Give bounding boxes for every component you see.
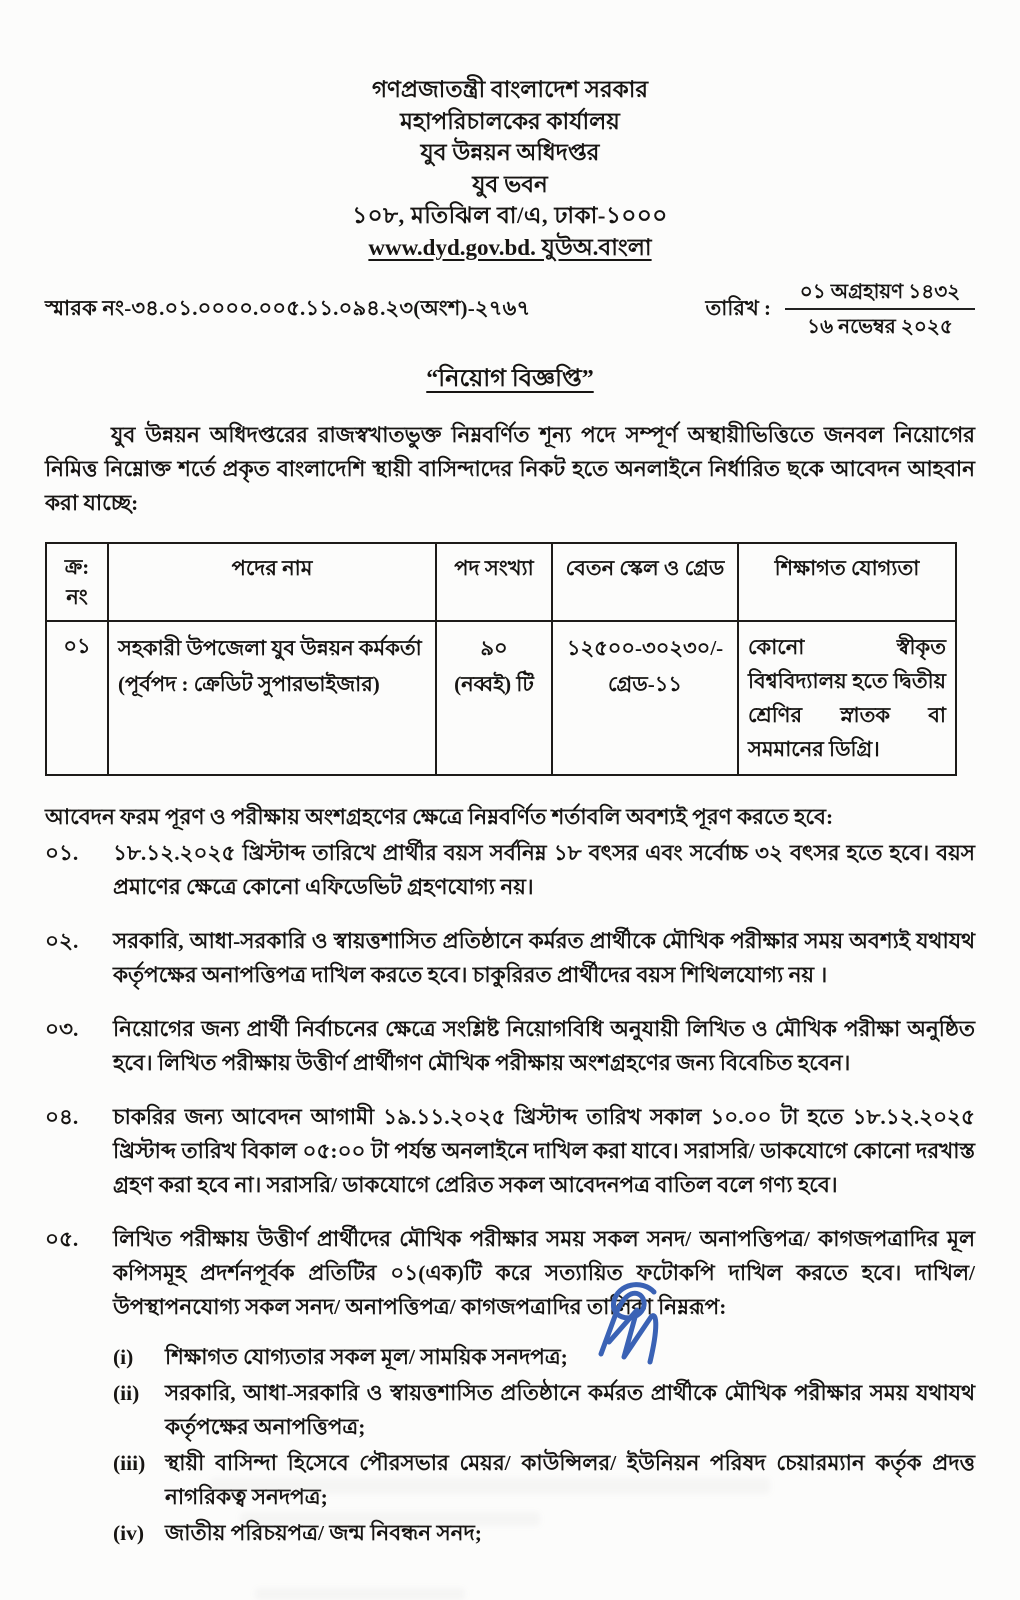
signature-scribble — [586, 1280, 682, 1380]
header-post-name: পদের নাম — [108, 543, 436, 621]
document-text: স্থায়ী বাসিন্দা হিসেবে পৌরসভার মেয়র/ কাউন্সিলর/ ইউনিয়ন পরিষদ চেয়ারম্যান কর্তৃক প্রদত্ত নাগরিকত্ব সনদপত্র; — [165, 1451, 975, 1509]
notice-title: “নিয়োগ বিজ্ঞপ্তি” — [426, 366, 594, 392]
condition-text: সরকারি, আধা-সরকারি ও স্বায়ত্তশাসিত প্রতিষ্ঠানে কর্মরত প্রার্থীকে মৌখিক পরীক্ষার সময় অবশ্যই যথাযথ কর্তৃপক্ষের অনাপত্তিপত্র দাখিল করতে হবে। চাকুরিরত প্রার্থীদের বয়স শিথিলযোগ্য নয় । — [113, 929, 975, 987]
condition-item-1 — [45, 836, 975, 904]
date-gregorian: ১৬ নভেম্বর ২০২৫ — [807, 316, 953, 338]
conditions-intro: আবেদন ফরম পূরণ ও পরীক্ষায় অংশগ্রহণের ক্ষেত্রে নিম্নবর্ণিত শর্তাবলি অবশ্যই পূরণ করতে হবে: — [45, 805, 834, 829]
office-name: মহাপরিচালকের কার্যালয় — [400, 108, 620, 134]
condition-item-4 — [45, 1100, 975, 1202]
cell-serial: ০১ — [46, 621, 108, 775]
document-text: শিক্ষাগত যোগ্যতার সকল মূল/ সাময়িক সনদপত্র; — [165, 1345, 568, 1369]
date-stack — [785, 279, 975, 340]
condition-item-2 — [45, 924, 975, 992]
post-name-line2: (পূর্বপদ : ক্রেডিট সুপারভাইজার) — [118, 672, 380, 696]
post-name-line1: সহকারী উপজেলা যুব উন্নয়ন কর্মকর্তা — [118, 636, 422, 660]
header-post-count: পদ সংখ্যা — [436, 543, 552, 621]
letterhead — [45, 74, 975, 263]
document-number: (iv) — [113, 1521, 145, 1545]
building-name: যুব ভবন — [472, 171, 548, 197]
post-count-line1: ৯০ — [480, 636, 508, 660]
header-serial-line1: ক্র: — [64, 555, 90, 579]
table-header-row — [46, 543, 956, 621]
cell-post-count — [436, 621, 552, 775]
condition-number: ০১. — [45, 841, 79, 865]
department-name: যুব উন্নয়ন অধিদপ্তর — [420, 140, 600, 165]
document-item-2 — [113, 1376, 975, 1444]
condition-item-3 — [45, 1012, 975, 1080]
bleed-through-smudge — [210, 1478, 770, 1494]
conditions-section — [45, 800, 975, 1550]
date-label: তারিখ : — [705, 296, 771, 320]
pay-scale-line1: ১২৫০০-৩০২৩০/- — [566, 636, 724, 660]
document-number: (i) — [113, 1345, 134, 1369]
condition-number: ০৪. — [45, 1105, 79, 1129]
bleed-through-smudge — [240, 1512, 540, 1526]
table-row — [46, 621, 956, 775]
memo-row — [45, 279, 975, 340]
document-number: (ii) — [113, 1381, 140, 1405]
signature-ink — [601, 1285, 656, 1362]
document-number: (iii) — [113, 1451, 146, 1475]
date-bangla: ০১ অগ্রহায়ণ ১৪৩২ — [785, 279, 975, 310]
intro-paragraph: যুব উন্নয়ন অধিদপ্তরের রাজস্বখাতভুক্ত নিম্নবর্ণিত শূন্য পদে সম্পূর্ণ অস্থায়ীভিত্তিতে জনবল নিয়োগের নিমিত্ত নিম্নোক্ত শর্তে প্রকৃত বাংলাদেশি স্থায়ী বাসিন্দাদের নিকট হতে অনলাইনে নির্ধারিত ছকে আবেদন আহবান করা যাচ্ছে: — [45, 423, 975, 515]
condition-text: ১৮.১২.২০২৫ খ্রিস্টাব্দ তারিখে প্রার্থীর বয়স সর্বনিম্ন ১৮ বৎসর এবং সর্বোচ্চ ৩২ বৎসর হতে হবে। বয়স প্রমাণের ক্ষেত্রে কোনো এফিডেভিট গ্রহণযোগ্য নয়। — [113, 841, 975, 899]
condition-text: লিখিত পরীক্ষায় উত্তীর্ণ প্রার্থীদের মৌখিক পরীক্ষার সময় সকল সনদ/ অনাপত্তিপত্র/ কাগজপত্রাদির মূল কপিসমূহ প্রদর্শনপূর্বক প্রতিটির ০১(এক)টি করে সত্যায়িত ফটোকপি দাখিল করতে হবে। দাখিল/ উপস্থাপনযোগ্য সকল সনদ/ অনাপত্তিপত্র/ কাগজপত্রাদির তালিকা নিম্নরূপ: — [113, 1227, 975, 1319]
bleed-through-smudge — [255, 1588, 465, 1600]
document-item-1 — [113, 1340, 975, 1374]
pay-scale-line2: গ্রেড-১১ — [608, 672, 682, 696]
office-address: ১০৮, মতিঝিল বা/এ, ঢাকা-১০০০ — [352, 203, 668, 228]
date-block — [706, 279, 975, 340]
government-name: গণপ্রজাতন্ত্রী বাংলাদেশ সরকার — [371, 77, 649, 102]
vacancy-table — [45, 542, 957, 776]
condition-number: ০২. — [45, 929, 79, 953]
cell-post-name — [108, 621, 436, 775]
post-count-line2: (নব্বই) টি — [454, 672, 534, 696]
header-serial — [46, 543, 108, 621]
cell-pay-scale — [552, 621, 738, 775]
condition-number: ০৫. — [45, 1227, 79, 1251]
website-link: www.dyd.gov.bd. যুউঅ.বাংলা — [368, 234, 652, 260]
cell-qualification: কোনো স্বীকৃত বিশ্ববিদ্যালয় হতে দ্বিতীয় শ্রেণির স্নাতক বা সমমানের ডিগ্রি। — [738, 621, 956, 775]
memo-number: স্মারক নং-৩৪.০১.০০০০.০০৫.১১.০৯৪.২৩(অংশ)-২৭৬৭ — [45, 296, 531, 320]
condition-item-5 — [45, 1222, 975, 1324]
header-qualification: শিক্ষাগত যোগ্যতা — [738, 543, 956, 621]
header-pay-scale: বেতন স্কেল ও গ্রেড — [552, 543, 738, 621]
condition-text: চাকরির জন্য আবেদন আগামী ১৯.১১.২০২৫ খ্রিস্টাব্দ তারিখ সকাল ১০.০০ টা হতে ১৮.১২.২০২৫ খ্রিস্টাব্দ তারিখ বিকাল ০৫:০০ টা পর্যন্ত অনলাইনে দাখিল করা যাবে। সরাসরি/ ডাকযোগে কোনো দরখাস্ত গ্রহণ করা হবে না। সরাসরি/ ডাকযোগে প্রেরিত সকল আবেদনপত্র বাতিল বলে গণ্য হবে। — [113, 1105, 975, 1197]
condition-number: ০৩. — [45, 1017, 79, 1041]
notice-title-wrap — [45, 360, 975, 400]
document-text: জাতীয় পরিচয়পত্র/ জন্ম নিবন্ধন সনদ; — [165, 1521, 482, 1545]
document-text: সরকারি, আধা-সরকারি ও স্বায়ত্তশাসিত প্রতিষ্ঠানে কর্মরত প্রার্থীকে মৌখিক পরীক্ষার সময় যথাযথ কর্তৃপক্ষের অনাপত্তিপত্র; — [165, 1381, 975, 1439]
header-serial-line2: নং — [66, 585, 88, 609]
condition-text: নিয়োগের জন্য প্রার্থী নির্বাচনের ক্ষেত্রে সংশ্লিষ্ট নিয়োগবিধি অনুযায়ী লিখিত ও মৌখিক পরীক্ষা অনুষ্ঠিত হবে। লিখিত পরীক্ষায় উত্তীর্ণ প্রার্থীগণ মৌখিক পরীক্ষায় অংশগ্রহণের জন্য বিবেচিত হবেন। — [113, 1017, 975, 1075]
